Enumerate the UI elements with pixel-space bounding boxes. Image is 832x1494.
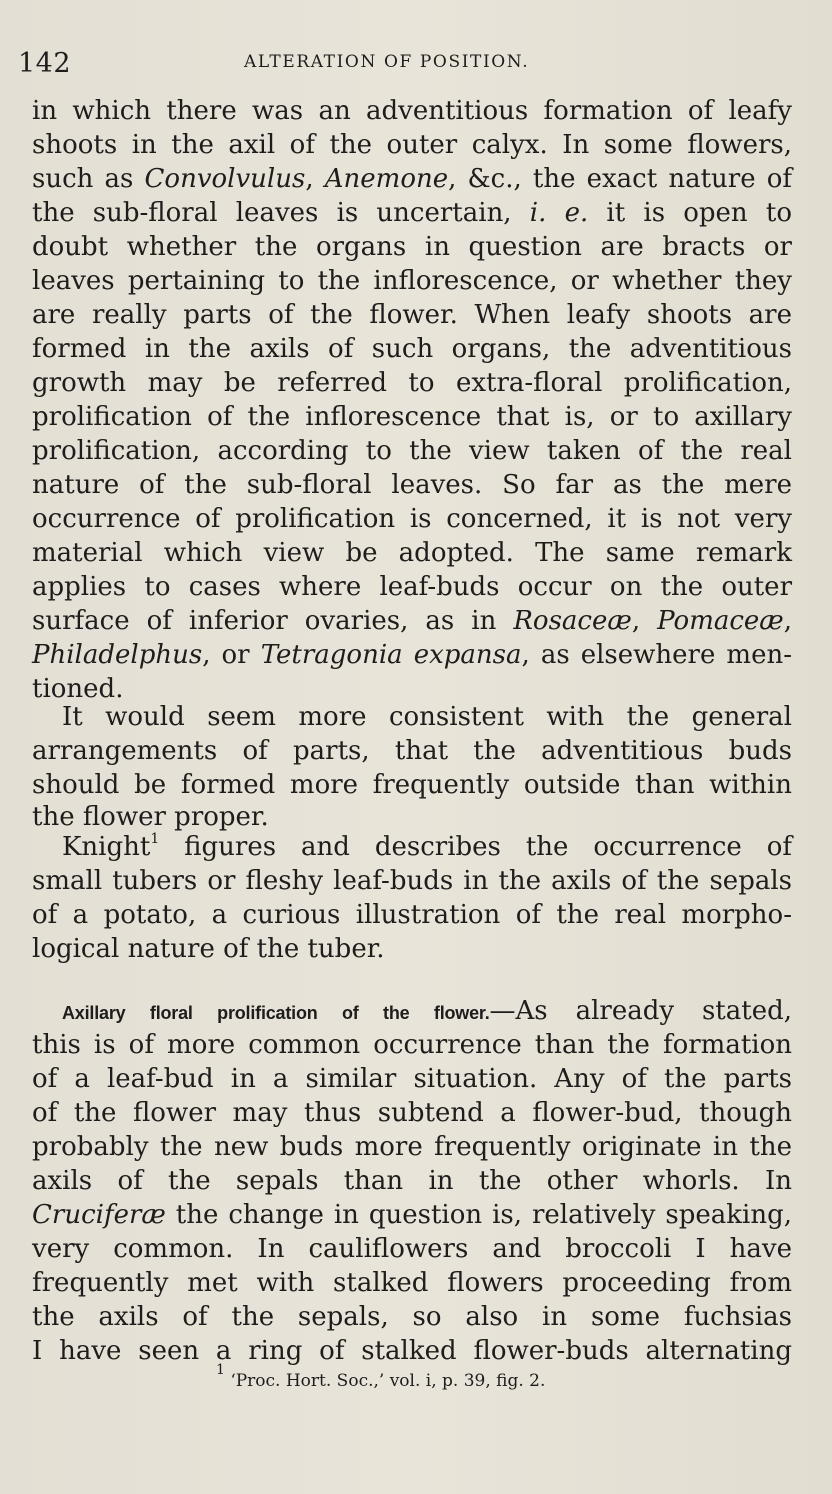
text-line: shoots in the axil of the outer calyx. In some flowers, — [32, 130, 792, 160]
italic-term: Convolvulus — [144, 164, 306, 194]
text-line: this is of more common occurrence than the formation — [32, 1030, 792, 1060]
text-line: growth may be referred to extra-floral prolification, — [32, 368, 792, 398]
text-line: doubt whether the organs in question are bracts or — [32, 232, 792, 262]
text-line: surface of inferior ovaries, as in Rosaceæ, Pomaceæ, — [32, 606, 792, 636]
text-line: arrangements of parts, that the adventitious buds — [32, 736, 792, 766]
italic-term: Rosaceæ — [513, 606, 632, 636]
text-line: the axils of the sepals, so also in some fuchsias — [32, 1302, 792, 1332]
text-line: in which there was an adventitious formation of leafy — [32, 96, 792, 126]
footnote-text: ‘Proc. Hort. Soc.,’ vol. i, p. 39, fig. 2. — [224, 1371, 546, 1391]
text-line: prolification, according to the view taken of the real — [32, 436, 792, 466]
footnote — [216, 1362, 546, 1391]
text-line: logical nature of the tuber. — [32, 934, 385, 964]
section-heading: Axillary floral prolification of the flower. — [62, 1003, 490, 1023]
text-line: very common. In cauliflowers and broccoli I have — [32, 1234, 792, 1264]
text-line: I have seen a ring of stalked flower-buds alternating — [32, 1336, 792, 1366]
text-line: the sub-floral leaves is uncertain, i. e. it is open to — [32, 198, 792, 228]
text-line: tioned. — [32, 674, 124, 704]
page-header — [18, 40, 798, 90]
text-line: formed in the axils of such organs, the adventitious — [32, 334, 792, 364]
text-line: It would seem more consistent with the general — [62, 702, 792, 732]
text-line: should be formed more frequently outside than within — [32, 770, 792, 800]
text-line: small tubers or fleshy leaf-buds in the axils of the sepals — [32, 866, 792, 896]
text-line: occurrence of prolification is concerned, it is not very — [32, 504, 792, 534]
text-line: are really parts of the flower. When leafy shoots are — [32, 300, 792, 330]
text-line: Cruciferæ the change in question is, relatively speaking, — [32, 1200, 792, 1230]
text-line: leaves pertaining to the inflorescence, or whether they — [32, 266, 792, 296]
text-line: the flower proper. — [32, 802, 269, 832]
text-line: prolification of the inflorescence that is, or to axillary — [32, 402, 792, 432]
footnote-ref: 1 — [150, 831, 160, 847]
text-line: Philadelphus, or Tetragonia expansa, as elsewhere men- — [32, 640, 792, 670]
text-line: of a leaf-bud in a similar situation. Any of the parts — [32, 1064, 792, 1094]
italic-term: i. e. — [529, 198, 589, 228]
text-line: nature of the sub-floral leaves. So far as the mere — [32, 470, 792, 500]
text-line: probably the new buds more frequently originate in the — [32, 1132, 792, 1162]
text-line: of the flower may thus subtend a flower-bud, though — [32, 1098, 792, 1128]
page-number: 142 — [18, 48, 72, 79]
text-line: frequently met with stalked flowers proceeding from — [32, 1268, 792, 1298]
running-head: ALTERATION OF POSITION. — [244, 52, 530, 72]
italic-term: Cruciferæ — [32, 1200, 166, 1230]
text-line: material which view be adopted. The same remark — [32, 538, 792, 568]
italic-term: Philadelphus — [32, 640, 203, 670]
text-line: axils of the sepals than in the other whorls. In — [32, 1166, 792, 1196]
italic-term: Tetragonia expansa — [260, 640, 522, 670]
italic-term: Anemone — [324, 164, 449, 194]
text-line: applies to cases where leaf-buds occur on the outer — [32, 572, 792, 602]
footnote-marker: 1 — [216, 1362, 225, 1378]
text-line: Axillary floral prolification of the flower.—As already stated, — [62, 996, 792, 1026]
text-line: such as Convolvulus, Anemone, &c., the exact nature of — [32, 164, 792, 194]
text-line: Knight$^1$ figures and describes the occurrence of — [62, 831, 792, 862]
italic-term: Pomaceæ — [657, 606, 784, 636]
text-line: of a potato, a curious illustration of the real morpho- — [32, 900, 792, 930]
